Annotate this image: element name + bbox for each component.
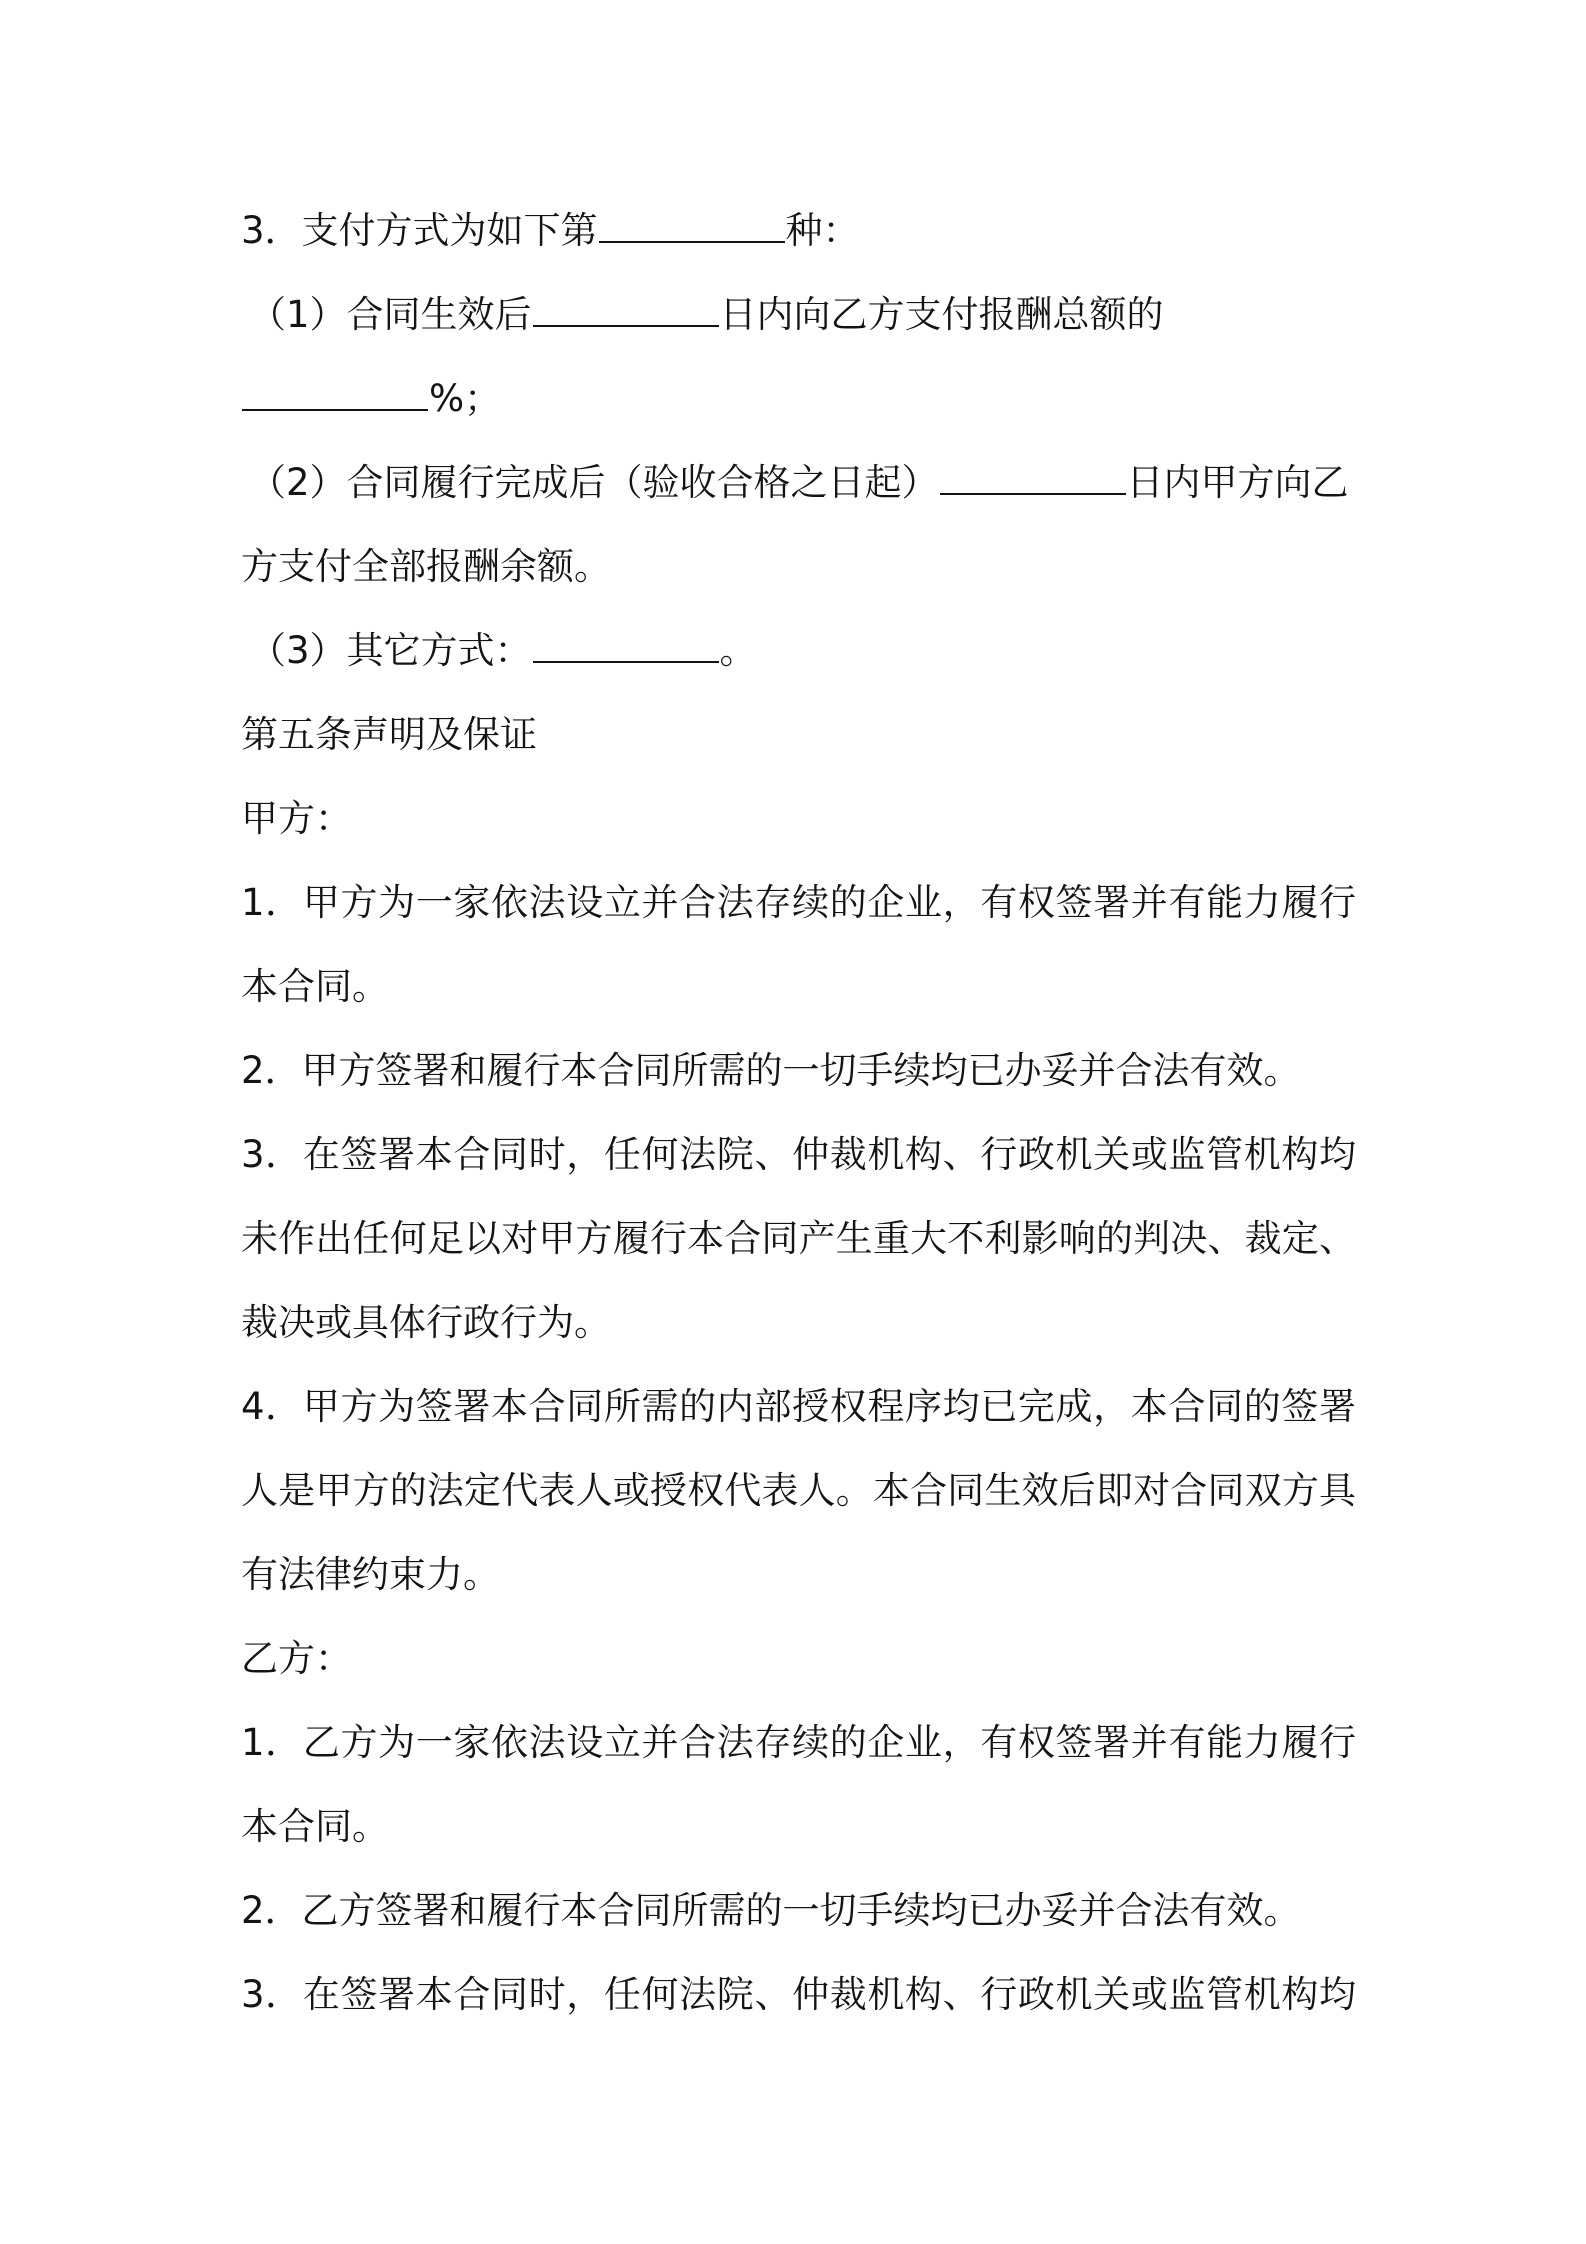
payment-option-1 [241, 284, 1356, 368]
text-segment: （3）其它方式： [249, 629, 532, 672]
text-segment: 种： [785, 209, 860, 252]
text-segment: %； [429, 377, 502, 420]
text-segment: （2）合同履行完成后（验收合格之日起） [249, 461, 939, 504]
party-a-label: 甲方： [241, 797, 352, 840]
party-a-item-4-end: 有法律约束力。 [241, 1553, 500, 1596]
party-b-item-2: 2．乙方签署和履行本合同所需的一切手续均已办妥并合法有效。 [241, 1889, 1301, 1932]
party-a-item-1: 1．甲方为一家依法设立并合法存续的企业，有权签署并有能力履行 [241, 881, 1356, 924]
document-body [241, 200, 1356, 2048]
text-segment: 日内向乙方支付报酬总额的 [719, 293, 1164, 336]
payment-method-intro [241, 200, 1356, 284]
payment-option-1-continued [241, 368, 1356, 452]
text-segment: （1）合同生效后 [249, 293, 532, 336]
party-a-item-4: 4．甲方为签署本合同所需的内部授权程序均已完成，本合同的签署 [241, 1385, 1356, 1428]
party-b-label: 乙方： [241, 1637, 352, 1680]
text-segment: 3．支付方式为如下第 [241, 209, 598, 252]
party-a-item-2: 2．甲方签署和履行本合同所需的一切手续均已办妥并合法有效。 [241, 1049, 1301, 1092]
fill-in-blank [533, 621, 719, 663]
fill-in-blank [940, 453, 1126, 495]
party-a-item-1-continued: 本合同。 [241, 965, 389, 1008]
party-b-item-3: 3．在签署本合同时，任何法院、仲裁机构、行政机关或监管机构均 [241, 1973, 1356, 2016]
party-b-item-1: 1．乙方为一家依法设立并合法存续的企业，有权签署并有能力履行 [241, 1721, 1356, 1764]
party-a-item-3: 3．在签署本合同时，任何法院、仲裁机构、行政机关或监管机构均 [241, 1133, 1356, 1176]
party-a-item-4-continued: 人是甲方的法定代表人或授权代表人。本合同生效后即对合同双方具 [241, 1469, 1356, 1512]
party-a-item-3-continued: 未作出任何足以对甲方履行本合同产生重大不利影响的判决、裁定、 [241, 1217, 1356, 1260]
fill-in-blank [242, 369, 428, 411]
payment-option-2 [241, 452, 1356, 536]
payment-option-3 [241, 620, 1356, 704]
text-segment: 。 [719, 629, 757, 672]
party-b-item-1-continued: 本合同。 [241, 1805, 389, 1848]
fill-in-blank [599, 201, 785, 243]
fill-in-blank [533, 285, 719, 327]
party-a-item-3-end: 裁决或具体行政行为。 [241, 1301, 611, 1344]
payment-option-2-continued: 方支付全部报酬余额。 [241, 545, 611, 588]
text-segment: 日内甲方向乙 [1126, 461, 1349, 504]
article-title: 第五条声明及保证 [241, 713, 537, 756]
